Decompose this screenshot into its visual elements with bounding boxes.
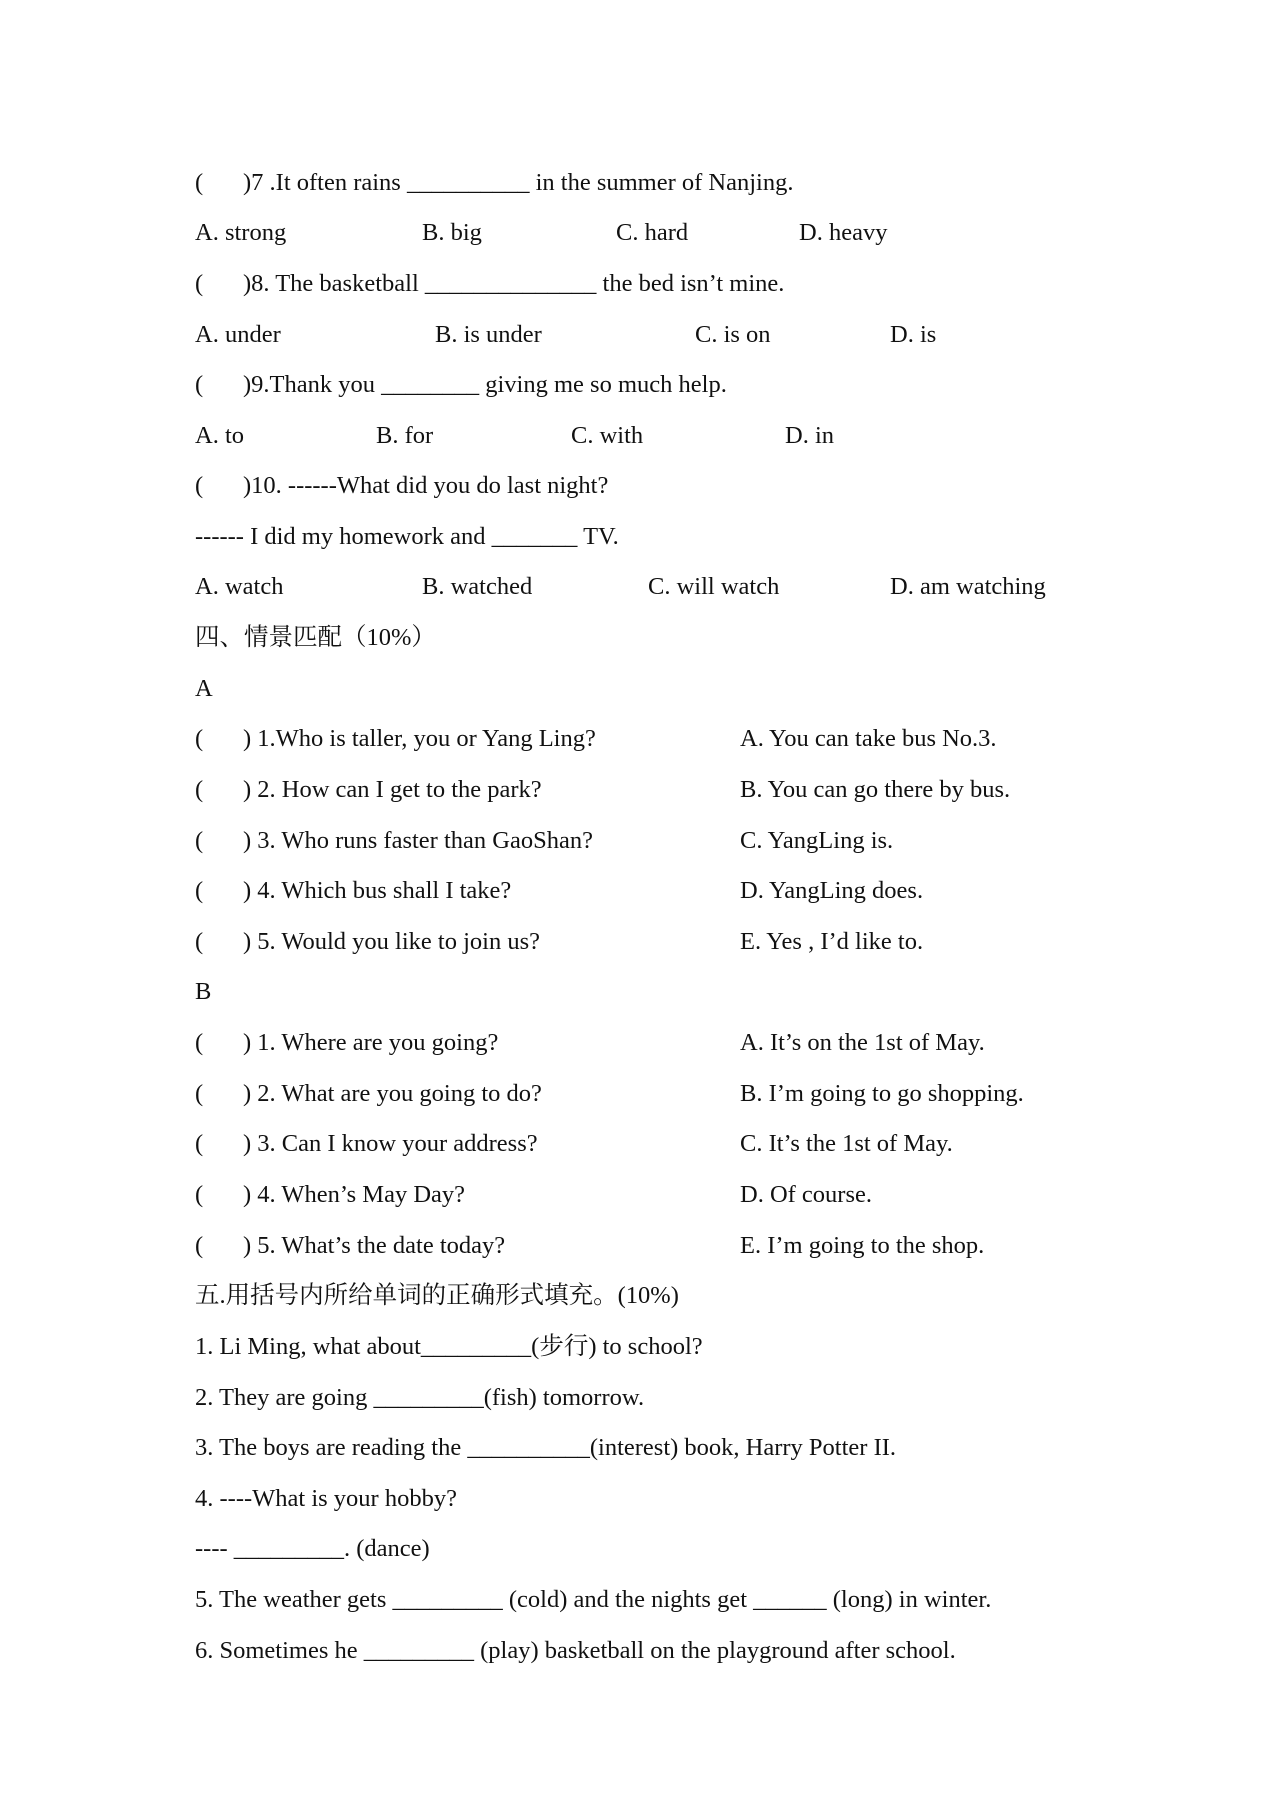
answer-paren: ( [195,1232,204,1259]
match-row [195,1175,1095,1215]
match-answer: A. It’s on the 1st of May. [740,1029,985,1056]
fill-item-6: 6. Sometimes he _________ (play) basketball on the playground after school. [195,1637,956,1664]
match-question: ) 2. What are you going to do? [243,1080,542,1107]
option-a: A. to [195,422,244,449]
match-question: ) 5. Would you like to join us? [243,928,541,955]
fill-item-4-answer: ---- _________. (dance) [195,1535,430,1562]
answer-paren: ( [195,877,204,904]
question-stem: )9.Thank you ________ giving me so much help. [243,371,727,398]
match-answer: E. I’m going to the shop. [740,1232,985,1259]
match-question: ) 3. Who runs faster than GaoShan? [243,827,593,854]
fill-item-2: 2. They are going _________(fish) tomorrow. [195,1384,645,1411]
match-answer: C. YangLing is. [740,827,894,854]
fill-item-5: 5. The weather gets _________ (cold) and the nights get ______ (long) in winter. [195,1586,992,1613]
answer-paren: ( [195,270,204,297]
match-row [195,1074,1095,1114]
match-row [195,1023,1095,1063]
option-a: A. under [195,321,281,348]
match-question: ) 3. Can I know your address? [243,1130,538,1157]
option-c: C. will watch [648,573,780,600]
match-row [195,922,1095,962]
option-b: B. watched [422,573,533,600]
question-10-answer-line: ------ I did my homework and _______ TV. [195,523,619,550]
section-5-title: 五.用括号内所给单词的正确形式填充。(10%) [195,1282,679,1309]
question-7 [195,163,793,203]
match-question: ) 1. Where are you going? [243,1029,499,1056]
match-question: ) 4. Which bus shall I take? [243,877,512,904]
section-4-title: 四、情景匹配（10%） [195,624,436,651]
answer-paren: ( [195,1029,204,1056]
match-answer: D. Of course. [740,1181,872,1208]
match-row [195,871,1095,911]
option-d: D. is [890,321,937,348]
option-b: B. for [376,422,434,449]
option-c: C. hard [616,219,689,246]
match-question: ) 2. How can I get to the park? [243,776,542,803]
option-a: A. watch [195,573,284,600]
question-9 [195,365,727,405]
match-answer: A. You can take bus No.3. [740,725,997,752]
option-d: D. am watching [890,573,1046,600]
answer-paren: ( [195,776,204,803]
question-9-options [195,416,1095,456]
answer-paren: ( [195,472,204,499]
part-b-label: B [195,978,212,1005]
fill-item-1: 1. Li Ming, what about_________(步行) to school? [195,1333,703,1360]
question-10-options [195,567,1095,607]
match-row [195,719,1095,759]
match-question: ) 5. What’s the date today? [243,1232,506,1259]
fill-item-3: 3. The boys are reading the __________(interest) book, Harry Potter II. [195,1434,897,1461]
answer-paren: ( [195,169,204,196]
match-question: ) 4. When’s May Day? [243,1181,466,1208]
match-answer: E. Yes , I’d like to. [740,928,924,955]
answer-paren: ( [195,1080,204,1107]
question-8-options [195,315,1095,355]
match-answer: B. I’m going to go shopping. [740,1080,1024,1107]
question-7-options [195,213,1095,253]
match-row [195,821,1095,861]
question-stem: )7 .It often rains __________ in the summer of Nanjing. [243,169,794,196]
answer-paren: ( [195,928,204,955]
match-answer: B. You can go there by bus. [740,776,1011,803]
option-d: D. in [785,422,834,449]
option-c: C. with [571,422,644,449]
match-question: ) 1.Who is taller, you or Yang Ling? [243,725,596,752]
match-row [195,770,1095,810]
part-a-label: A [195,675,213,702]
answer-paren: ( [195,1181,204,1208]
option-a: A. strong [195,219,287,246]
question-stem: )10. ------What did you do last night? [243,472,609,499]
option-b: B. is under [435,321,542,348]
question-8 [195,264,784,304]
match-answer: D. YangLing does. [740,877,924,904]
answer-paren: ( [195,827,204,854]
match-row [195,1124,1095,1164]
option-d: D. heavy [799,219,888,246]
answer-paren: ( [195,371,204,398]
question-10 [195,466,608,506]
answer-paren: ( [195,725,204,752]
question-stem: )8. The basketball ______________ the bed isn’t mine. [243,270,785,297]
answer-paren: ( [195,1130,204,1157]
fill-item-4-question: 4. ----What is your hobby? [195,1485,457,1512]
match-answer: C. It’s the 1st of May. [740,1130,953,1157]
match-row [195,1226,1095,1266]
option-c: C. is on [695,321,771,348]
option-b: B. big [422,219,482,246]
